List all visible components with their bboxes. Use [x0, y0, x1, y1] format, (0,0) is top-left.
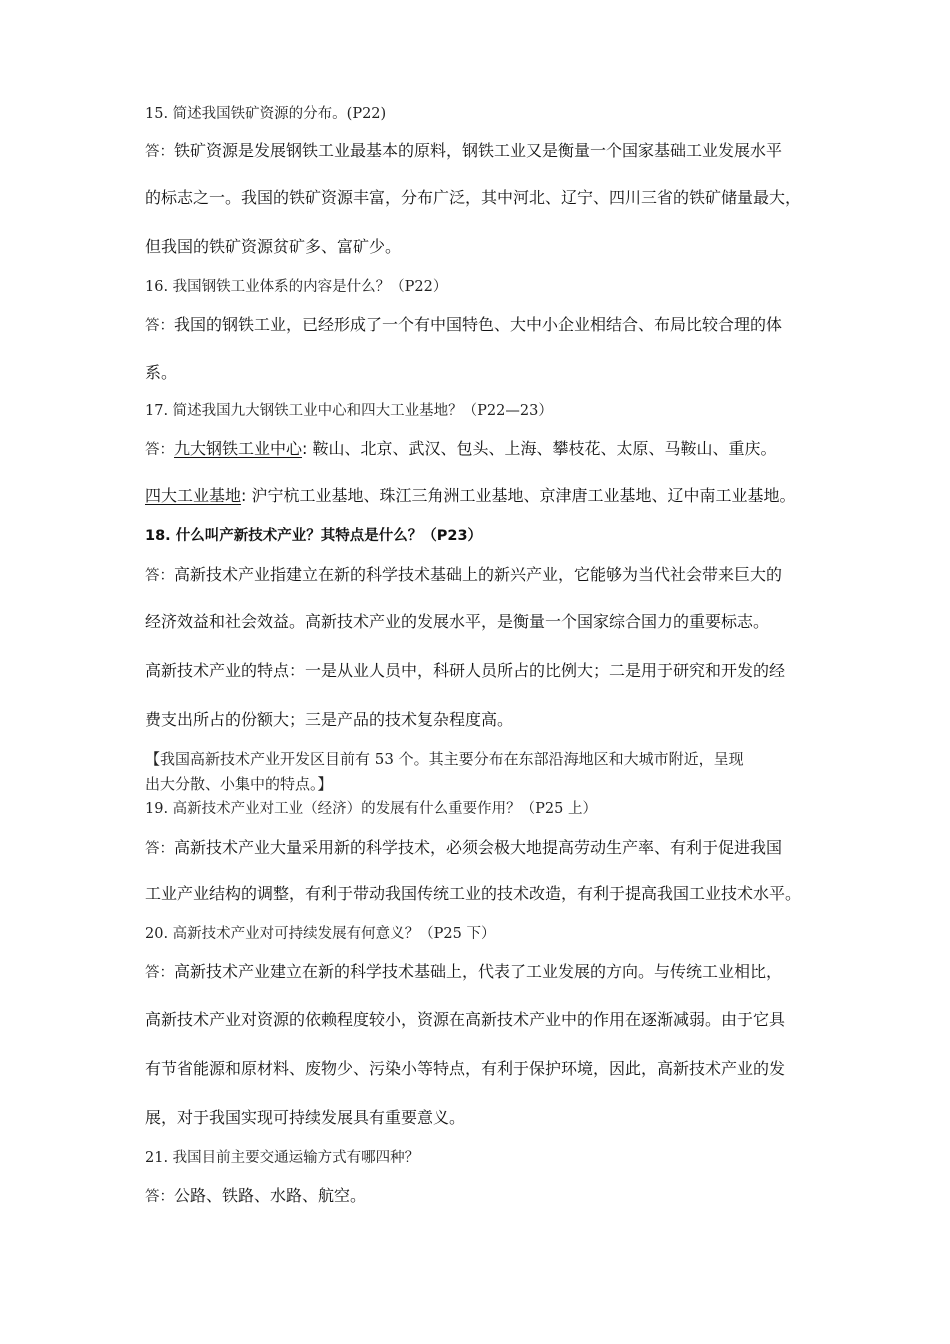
answer-18-line-3: 高新技术产业的特点：一是从业人员中，科研人员所占的比例大；二是用于研究和开发的经: [145, 661, 786, 680]
answer-15-line-3: 但我国的铁矿资源贫矿多、富矿少。: [145, 237, 402, 256]
answer-15-line-1: 答：铁矿资源是发展钢铁工业最基本的原料，钢铁工业又是衡量一个国家基础工业发展水平: [145, 141, 783, 160]
question-21: 21. 我国目前主要交通运输方式有哪四种？: [145, 1150, 420, 1166]
question-20: 20. 高新技术产业对可持续发展有何意义？（P25 下）: [145, 926, 496, 942]
question-15: 15. 简述我国铁矿资源的分布。(P22): [145, 106, 387, 122]
answer-prefix: 答：: [145, 442, 174, 458]
answer-21: 答：公路、铁路、水路、航空。: [145, 1186, 367, 1205]
answer-prefix: 答：: [145, 144, 174, 160]
centers-list: : 鞍山、北京、武汉、包头、上海、攀枝花、太原、马鞍山、重庆。: [302, 439, 777, 458]
answer-prefix: 答：: [145, 841, 174, 857]
answer-20-line-4: 展，对于我国实现可持续发展具有重要意义。: [145, 1108, 466, 1127]
bases-list: : 沪宁杭工业基地、珠江三角洲工业基地、京津唐工业基地、辽中南工业基地。: [241, 486, 796, 505]
answer-20-line-3: 有节省能源和原材料、废物少、污染小等特点，有利于保护环境，因此，高新技术产业的发: [145, 1059, 786, 1078]
answer-20-line-2: 高新技术产业对资源的依赖程度较小，资源在高新技术产业中的作用在逐渐减弱。由于它具: [145, 1010, 786, 1029]
question-18: 18. 什么叫产新技术产业？其特点是什么？（P23）: [145, 528, 483, 544]
answer-18-line-2: 经济效益和社会效益。高新技术产业的发展水平，是衡量一个国家综合国力的重要标志。: [145, 612, 770, 631]
question-16: 16. 我国钢铁工业体系的内容是什么？（P22）: [145, 279, 448, 295]
answer-20-line-1: 答：高新技术产业建立在新的科学技术基础上，代表了工业发展的方向。与传统工业相比，: [145, 962, 783, 981]
question-17: 17. 简述我国九大钢铁工业中心和四大工业基地？（P22—23）: [145, 403, 553, 419]
answer-17-centers: [145, 441, 777, 458]
question-19: 19. 高新技术产业对工业（经济）的发展有什么重要作用？（P25 上）: [145, 801, 597, 817]
answer-19-line-2: 工业产业结构的调整，有利于带动我国传统工业的技术改造，有利于提高我国工业技术水平。: [145, 884, 802, 903]
answer-16-line-1: 答：我国的钢铁工业，已经形成了一个有中国特色、大中小企业相结合、布局比较合理的体: [145, 315, 783, 334]
note-18-line-1: 【我国高新技术产业开发区目前有 53 个。其主要分布在东部沿海地区和大城市附近，呈现: [145, 750, 744, 768]
answer-15-line-2: 的标志之一。我国的铁矿资源丰富，分布广泛，其中河北、辽宁、四川三省的铁矿储量最大，: [145, 188, 802, 207]
answer-16-line-2: 系。: [145, 363, 178, 382]
bases-label: 四大工业基地: [145, 486, 242, 505]
answer-prefix: 答：: [145, 965, 174, 981]
centers-label: 九大钢铁工业中心: [174, 439, 303, 458]
answer-18-line-1: 答：高新技术产业指建立在新的科学技术基础上的新兴产业，它能够为当代社会带来巨大的: [145, 565, 783, 584]
answer-prefix: 答：: [145, 568, 174, 584]
answer-prefix: 答：: [145, 318, 174, 334]
answer-17-bases: [145, 488, 796, 504]
note-18-line-2: 出大分散、小集中的特点。】: [145, 775, 333, 793]
answer-prefix: 答：: [145, 1189, 174, 1205]
answer-18-line-4: 费支出所占的份额大；三是产品的技术复杂程度高。: [145, 710, 514, 729]
answer-19-line-1: 答：高新技术产业大量采用新的科学技术，必须会极大地提高劳动生产率、有利于促进我国: [145, 838, 783, 857]
